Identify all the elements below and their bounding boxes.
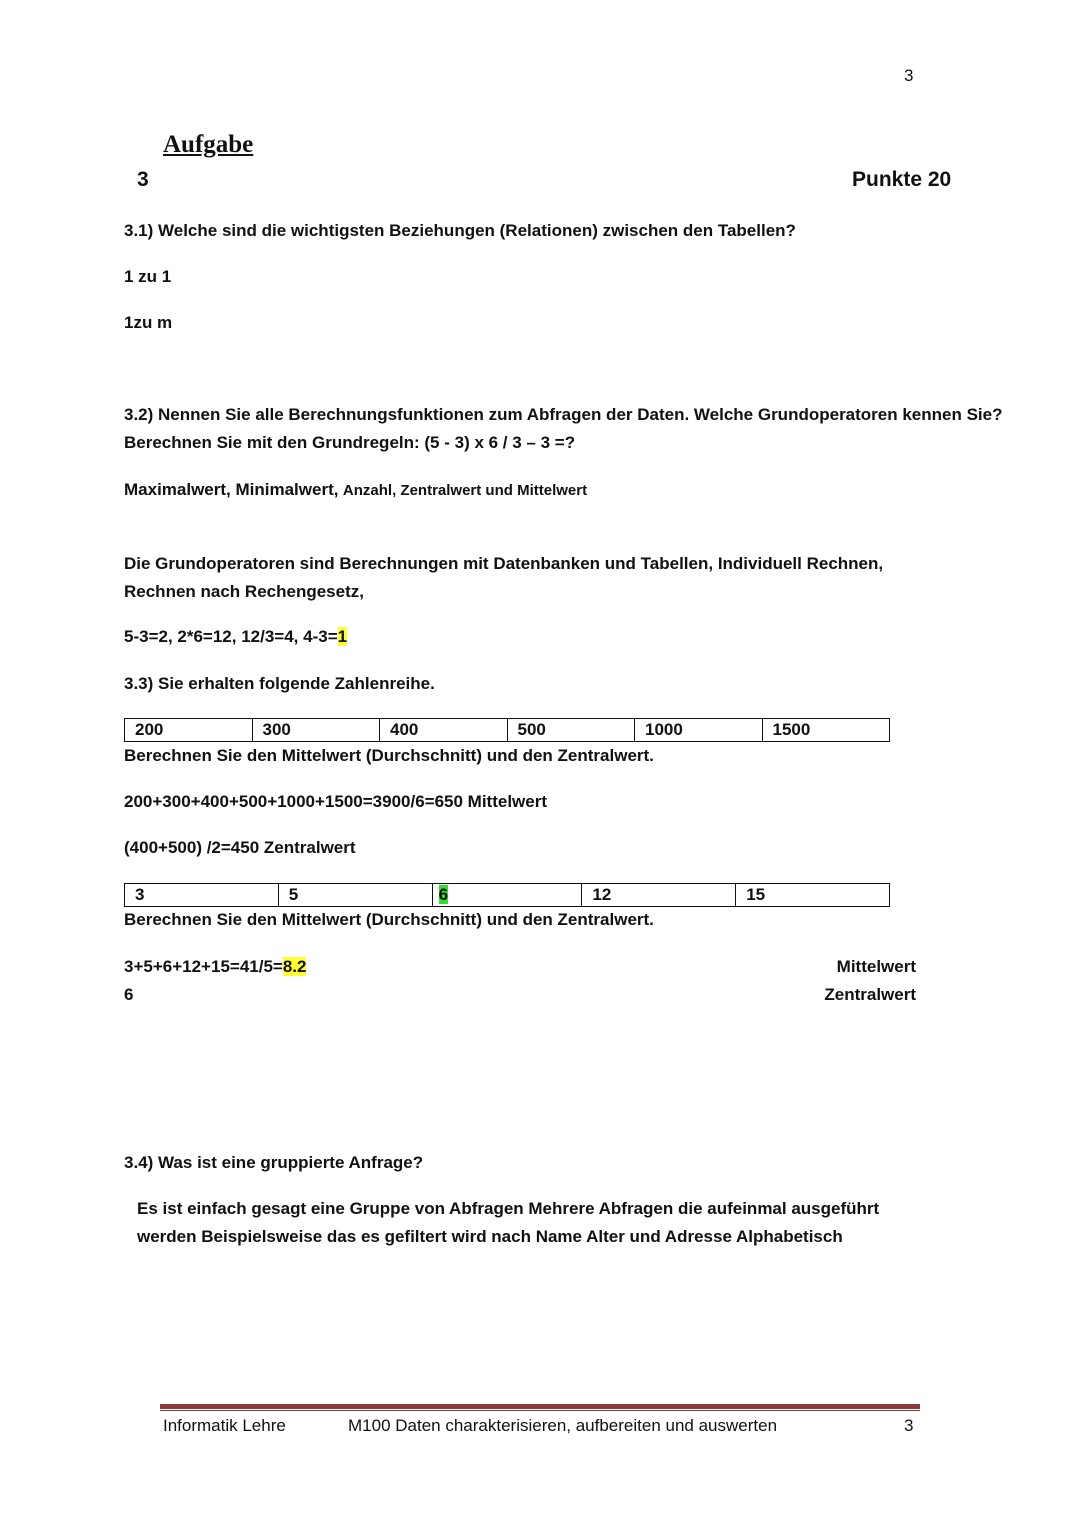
task-points: Punkte 20 bbox=[852, 168, 952, 191]
question-3-2-line1: 3.2) Nennen Sie alle Berechnungsfunktionen zum Abfragen der Daten. Welche Grundoperatoren kennen Sie? bbox=[124, 405, 1003, 424]
footer-center: M100 Daten charakterisieren, aufbereiten und auswerten bbox=[348, 1416, 778, 1435]
header-page-number: 3 bbox=[904, 66, 914, 85]
mean-calculation-2 bbox=[124, 957, 306, 977]
question-3-3: 3.3) Sie erhalten folgende Zahlenreihe. bbox=[124, 674, 435, 693]
table-cell: 15 bbox=[735, 884, 889, 906]
answer-functions-main: Maximalwert, Minimalwert, bbox=[124, 480, 339, 499]
footer-left: Informatik Lehre bbox=[163, 1416, 286, 1435]
answer-3-2-calc bbox=[124, 627, 347, 647]
table-cell: 300 bbox=[252, 719, 380, 741]
median-highlight: 6 bbox=[438, 885, 449, 904]
answer-functions-rest: Anzahl, Zentralwert und Mittelwert bbox=[342, 482, 588, 499]
prompt-3-3-a: Berechnen Sie den Mittelwert (Durchschnitt) und den Zentralwert. bbox=[124, 746, 654, 765]
answer-3-2-ops-line2: Rechnen nach Rechengesetz, bbox=[124, 582, 364, 601]
mean-calculation-1: 200+300+400+500+1000+1500=3900/6=650 Mittelwert bbox=[124, 792, 548, 811]
question-3-1: 3.1) Welche sind die wichtigsten Beziehungen (Relationen) zwischen den Tabellen? bbox=[124, 221, 796, 240]
prompt-3-3-b: Berechnen Sie den Mittelwert (Durchschnitt) und den Zentralwert. bbox=[124, 910, 654, 929]
table-cell: 400 bbox=[379, 719, 507, 741]
footer-rule bbox=[160, 1404, 920, 1409]
calc-result-highlight: 1 bbox=[337, 627, 348, 646]
table-cell: 12 bbox=[581, 884, 735, 906]
table-cell: 3 bbox=[135, 885, 145, 904]
task-number: 3 bbox=[137, 168, 149, 191]
mean-result-highlight: 8.2 bbox=[282, 957, 307, 976]
number-table-1 bbox=[124, 718, 890, 742]
task-title: Aufgabe bbox=[163, 131, 254, 158]
answer-3-2-functions bbox=[124, 480, 587, 500]
table-cell: 5 bbox=[278, 884, 432, 906]
table-cell: 1000 bbox=[634, 719, 762, 741]
number-table-2 bbox=[124, 883, 890, 907]
question-3-2-line2: Berechnen Sie mit den Grundregeln: (5 - 3) x 6 / 3 – 3 =? bbox=[124, 433, 576, 452]
question-3-4: 3.4) Was ist eine gruppierte Anfrage? bbox=[124, 1153, 424, 1172]
calc-steps: 5-3=2, 2*6=12, 12/3=4, 4-3= bbox=[124, 627, 338, 646]
answer-3-4-line1: Es ist einfach gesagt eine Gruppe von Abfragen Mehrere Abfragen die aufeinmal ausgeführt bbox=[137, 1199, 880, 1218]
mean-calc-steps: 3+5+6+12+15=41/5= bbox=[124, 957, 283, 976]
table-cell: 1500 bbox=[762, 719, 890, 741]
answer-3-2-ops-line1: Die Grundoperatoren sind Berechnungen mit Datenbanken und Tabellen, Individuell Rechnen, bbox=[124, 554, 884, 573]
median-calculation-1: (400+500) /2=450 Zentralwert bbox=[124, 838, 356, 857]
label-mean: Mittelwert bbox=[836, 957, 916, 976]
answer-3-4-line2: werden Beispielsweise das es gefiltert wird nach Name Alter und Adresse Alphabetisch bbox=[137, 1227, 843, 1246]
table-cell: 200 bbox=[135, 720, 164, 739]
footer-rule-thin bbox=[160, 1410, 920, 1411]
median-value-2: 6 bbox=[124, 985, 134, 1004]
answer-3-1-a: 1 zu 1 bbox=[124, 267, 172, 286]
answer-3-1-b: 1zu m bbox=[124, 313, 173, 332]
table-cell: 500 bbox=[507, 719, 635, 741]
footer-page-number: 3 bbox=[904, 1416, 914, 1435]
label-median: Zentralwert bbox=[824, 985, 916, 1004]
table-cell-highlighted bbox=[432, 884, 582, 906]
